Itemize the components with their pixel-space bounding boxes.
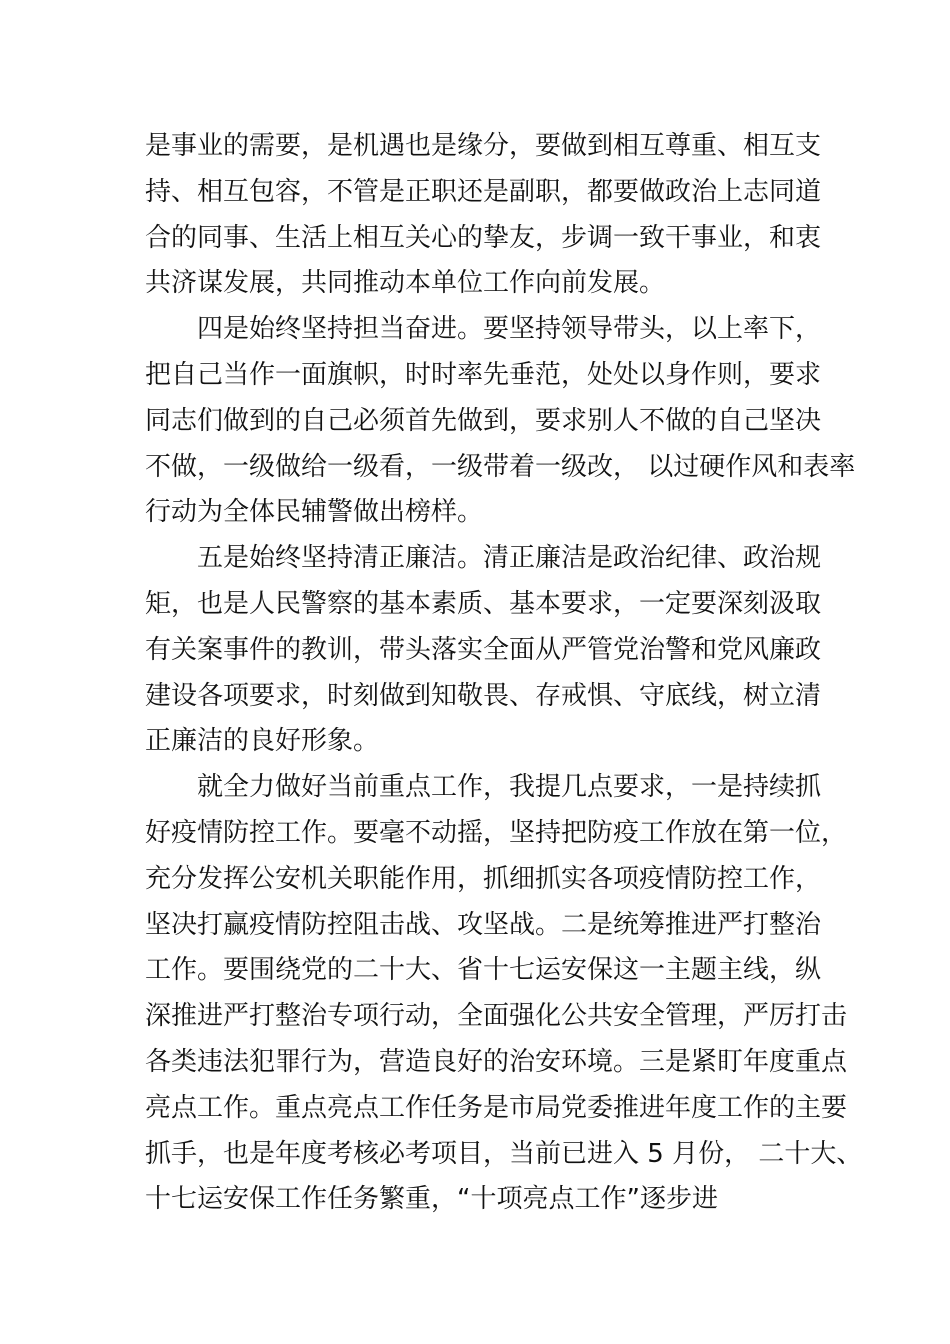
- text-line: 行动为全体民辅警做出榜样。: [145, 497, 484, 528]
- body-text: [145, 124, 863, 1223]
- text-line: 不做，一级做给一级看，一级带着一级改， 以过硬作风和表率: [145, 451, 856, 482]
- text-line: 亮点工作。重点亮点工作任务是市局党委推进年度工作的主要: [145, 1092, 848, 1123]
- text-line: 持、相互包容，不管是正职还是副职，都要做政治上志同道: [145, 176, 822, 207]
- paragraph-start-line: 五是始终坚持清正廉洁。清正廉洁是政治纪律、政治规: [197, 543, 822, 574]
- text-line: 抓手，也是年度考核必考项目，当前已进入 5 月份， 二十大、: [145, 1138, 863, 1169]
- text-line: 深推进严打整治专项行动，全面强化公共安全管理，严厉打击: [145, 1001, 848, 1032]
- text-line: 工作。要围绕党的二十大、省十七运安保这一主题主线，纵: [145, 955, 822, 986]
- text-line: 各类违法犯罪行为，营造良好的治安环境。三是紧盯年度重点: [145, 1046, 848, 1077]
- text-line: 共济谋发展，共同推动本单位工作向前发展。: [145, 268, 666, 299]
- text-line: 矩，也是人民警察的基本素质、基本要求，一定要深刻汲取: [145, 588, 822, 619]
- text-line: 同志们做到的自己必须首先做到，要求别人不做的自己坚决: [145, 405, 822, 436]
- text-line: 建设各项要求，时刻做到知敬畏、存戒惧、守底线，树立清: [145, 680, 822, 711]
- text-line: 充分发挥公安机关职能作用，抓细抓实各项疫情防控工作，: [145, 863, 822, 894]
- text-line: 是事业的需要，是机遇也是缘分，要做到相互尊重、相互支: [145, 131, 822, 161]
- paragraph-start-line: 就全力做好当前重点工作，我提几点要求，一是持续抓: [197, 772, 822, 803]
- paragraph-start-line: 四是始终坚持担当奋进。要坚持领导带头，以上率下，: [197, 314, 822, 345]
- text-line: 十七运安保工作任务繁重，“十项亮点工作”逐步进: [145, 1184, 718, 1215]
- text-line: 好疫情防控工作。要毫不动摇，坚持把防疫工作放在第一位，: [145, 817, 848, 848]
- text-line: 正廉洁的良好形象。: [145, 726, 380, 757]
- text-line: 合的同事、生活上相互关心的挚友，步调一致干事业，和衷: [145, 222, 822, 253]
- text-line: 有关案事件的教训，带头落实全面从严管党治警和党风廉政: [145, 634, 822, 665]
- text-line: 坚决打赢疫情防控阻击战、攻坚战。二是统筹推进严打整治: [145, 909, 822, 940]
- text-line: 把自己当作一面旗帜，时时率先垂范，处处以身作则，要求: [145, 359, 822, 390]
